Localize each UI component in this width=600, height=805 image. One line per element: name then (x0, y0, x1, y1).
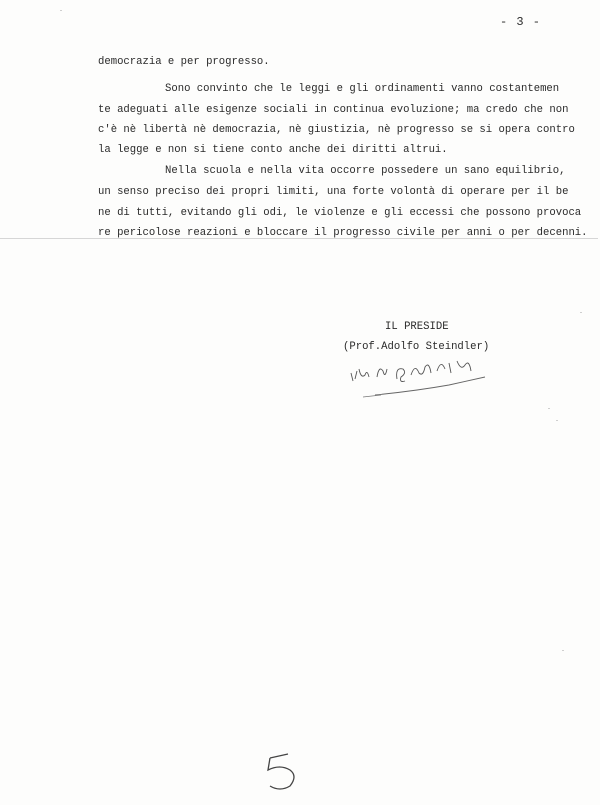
faint-rule (0, 238, 598, 239)
scan-speck (556, 420, 558, 421)
text-line: Sono convinto che le leggi e gli ordinamenti vanno costantemen (165, 83, 560, 95)
scan-speck (548, 408, 550, 409)
text-line: re pericolose reazioni e bloccare il progresso civile per anni o per decenni. (98, 227, 588, 239)
text-line: ne di tutti, evitando gli odi, le violenze e gli eccessi che possono provoca (98, 207, 582, 219)
text-line: la legge e non si tiene conto anche dei diritti altrui. (98, 144, 448, 156)
text-line: c'è nè libertà nè democrazia, nè giustizia, nè progresso se si opera contro (98, 124, 575, 136)
scan-speck (60, 10, 62, 11)
text-line: democrazia e per progresso. (98, 56, 270, 68)
page-number: - 3 - (500, 15, 542, 29)
scan-speck (562, 650, 564, 651)
handwritten-signature (345, 355, 495, 405)
text-line: Nella scuola e nella vita occorre possedere un sano equilibrio, (165, 165, 566, 177)
handwritten-mark (258, 752, 308, 794)
text-line: te adeguati alle esigenze sociali in continua evoluzione; ma credo che non (98, 104, 569, 116)
signature-title: IL PRESIDE (385, 321, 449, 333)
scan-speck (580, 312, 582, 313)
text-line: un senso preciso dei propri limiti, una forte volontà di operare per il be (98, 186, 569, 198)
signature-name: (Prof.Adolfo Steindler) (343, 341, 490, 353)
